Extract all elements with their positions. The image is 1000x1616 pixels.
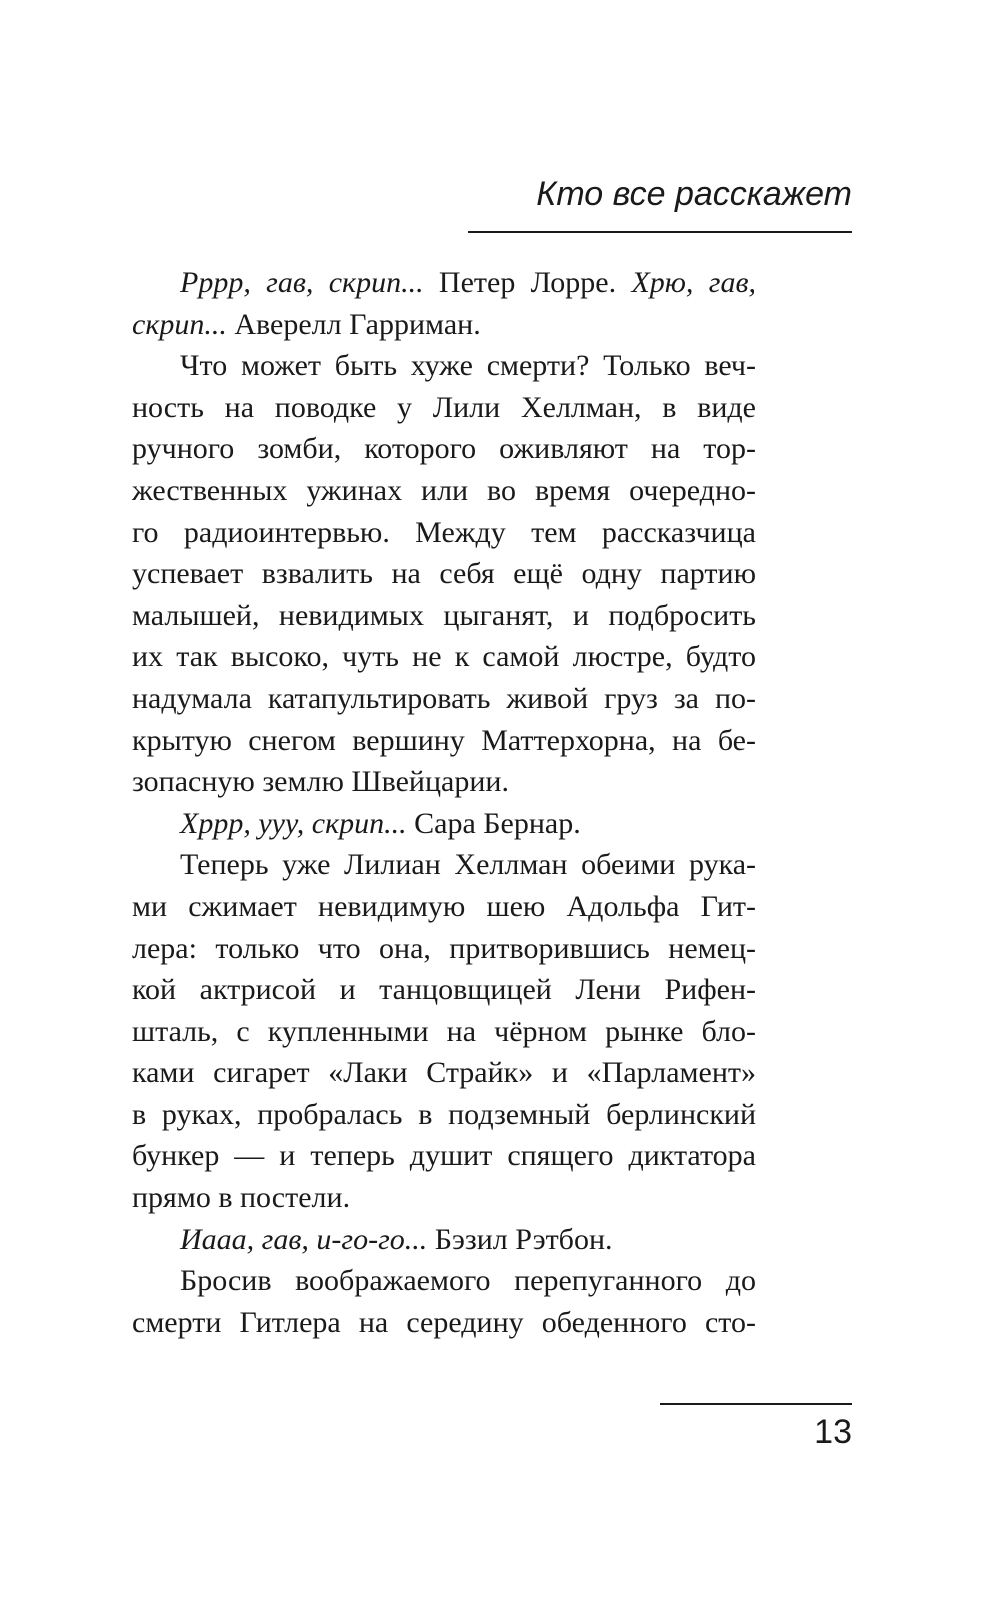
text-line: бункер — и теперь душит спящего диктатора	[132, 1139, 756, 1173]
text-line: ручного зомби, которого оживляют на тор-	[132, 432, 756, 466]
text-line: Бросив воображаемого перепуганного до	[180, 1264, 756, 1298]
text-line: их так высоко, чуть не к самой люстре, будто	[132, 640, 756, 674]
text-line: ность на поводке у Лили Хеллман, в виде	[132, 390, 756, 424]
running-title: Кто все расскажет	[536, 175, 852, 213]
body-text	[132, 262, 756, 1343]
text-line: ками сигарет «Лаки Страйк» и «Парламент»	[132, 1056, 756, 1090]
text-line	[132, 304, 756, 346]
text-line: лера: только что она, притворившись немец-	[132, 931, 756, 965]
text-line	[132, 1219, 756, 1261]
sound-effect: Хррр, ууу, скрип...	[180, 806, 407, 840]
page-number: 13	[814, 1413, 852, 1451]
text-line: Что может быть хуже смерти? Только веч-	[180, 349, 756, 383]
text-line: жественных ужинах или во время очередно-	[132, 473, 756, 507]
text-line	[132, 803, 756, 845]
text-line: крытую снегом вершину Маттерхорна, на бе-	[132, 723, 756, 757]
sound-effect: Иааа, гав, и-го-го...	[180, 1222, 428, 1256]
sound-effect: Рррр, гав, скрип...	[180, 266, 424, 299]
footer-rule	[660, 1403, 852, 1405]
header-rule	[468, 231, 852, 233]
sound-effect: скрип...	[132, 307, 227, 341]
text-line: успевает взвалить на себя ещё одну партию	[132, 557, 756, 591]
text-line: надумала катапультировать живой груз за по-	[132, 681, 756, 715]
text-line: го радиоинтервью. Между тем рассказчица	[132, 515, 756, 549]
text-line: малышей, невидимых цыганят, и подбросить	[132, 598, 756, 632]
text-line: Теперь уже Лилиан Хеллман обеими рука-	[180, 848, 756, 882]
name-text: Петер Лорре.	[423, 266, 632, 299]
sound-effect: Хрю, гав,	[631, 266, 756, 299]
text-line: кой актрисой и танцовщицей Лени Рифен-	[132, 973, 756, 1007]
text-line: в руках, пробралась в подземный берлинский	[132, 1097, 756, 1131]
text-line: прямо в постели.	[132, 1181, 351, 1215]
text-line: смерти Гитлера на середину обеденного сто-	[132, 1305, 756, 1339]
text-line	[132, 262, 756, 304]
name-text: Бэзил Рэтбон.	[427, 1222, 613, 1256]
text-line: ми сжимает невидимую шею Адольфа Гит-	[132, 889, 756, 923]
name-text: Сара Бернар.	[406, 806, 581, 840]
name-text: Аверелл Гарриман.	[226, 307, 481, 341]
text-line: шталь, с купленными на чёрном рынке бло-	[132, 1014, 756, 1048]
text-line: зопасную землю Швейцарии.	[132, 765, 509, 799]
